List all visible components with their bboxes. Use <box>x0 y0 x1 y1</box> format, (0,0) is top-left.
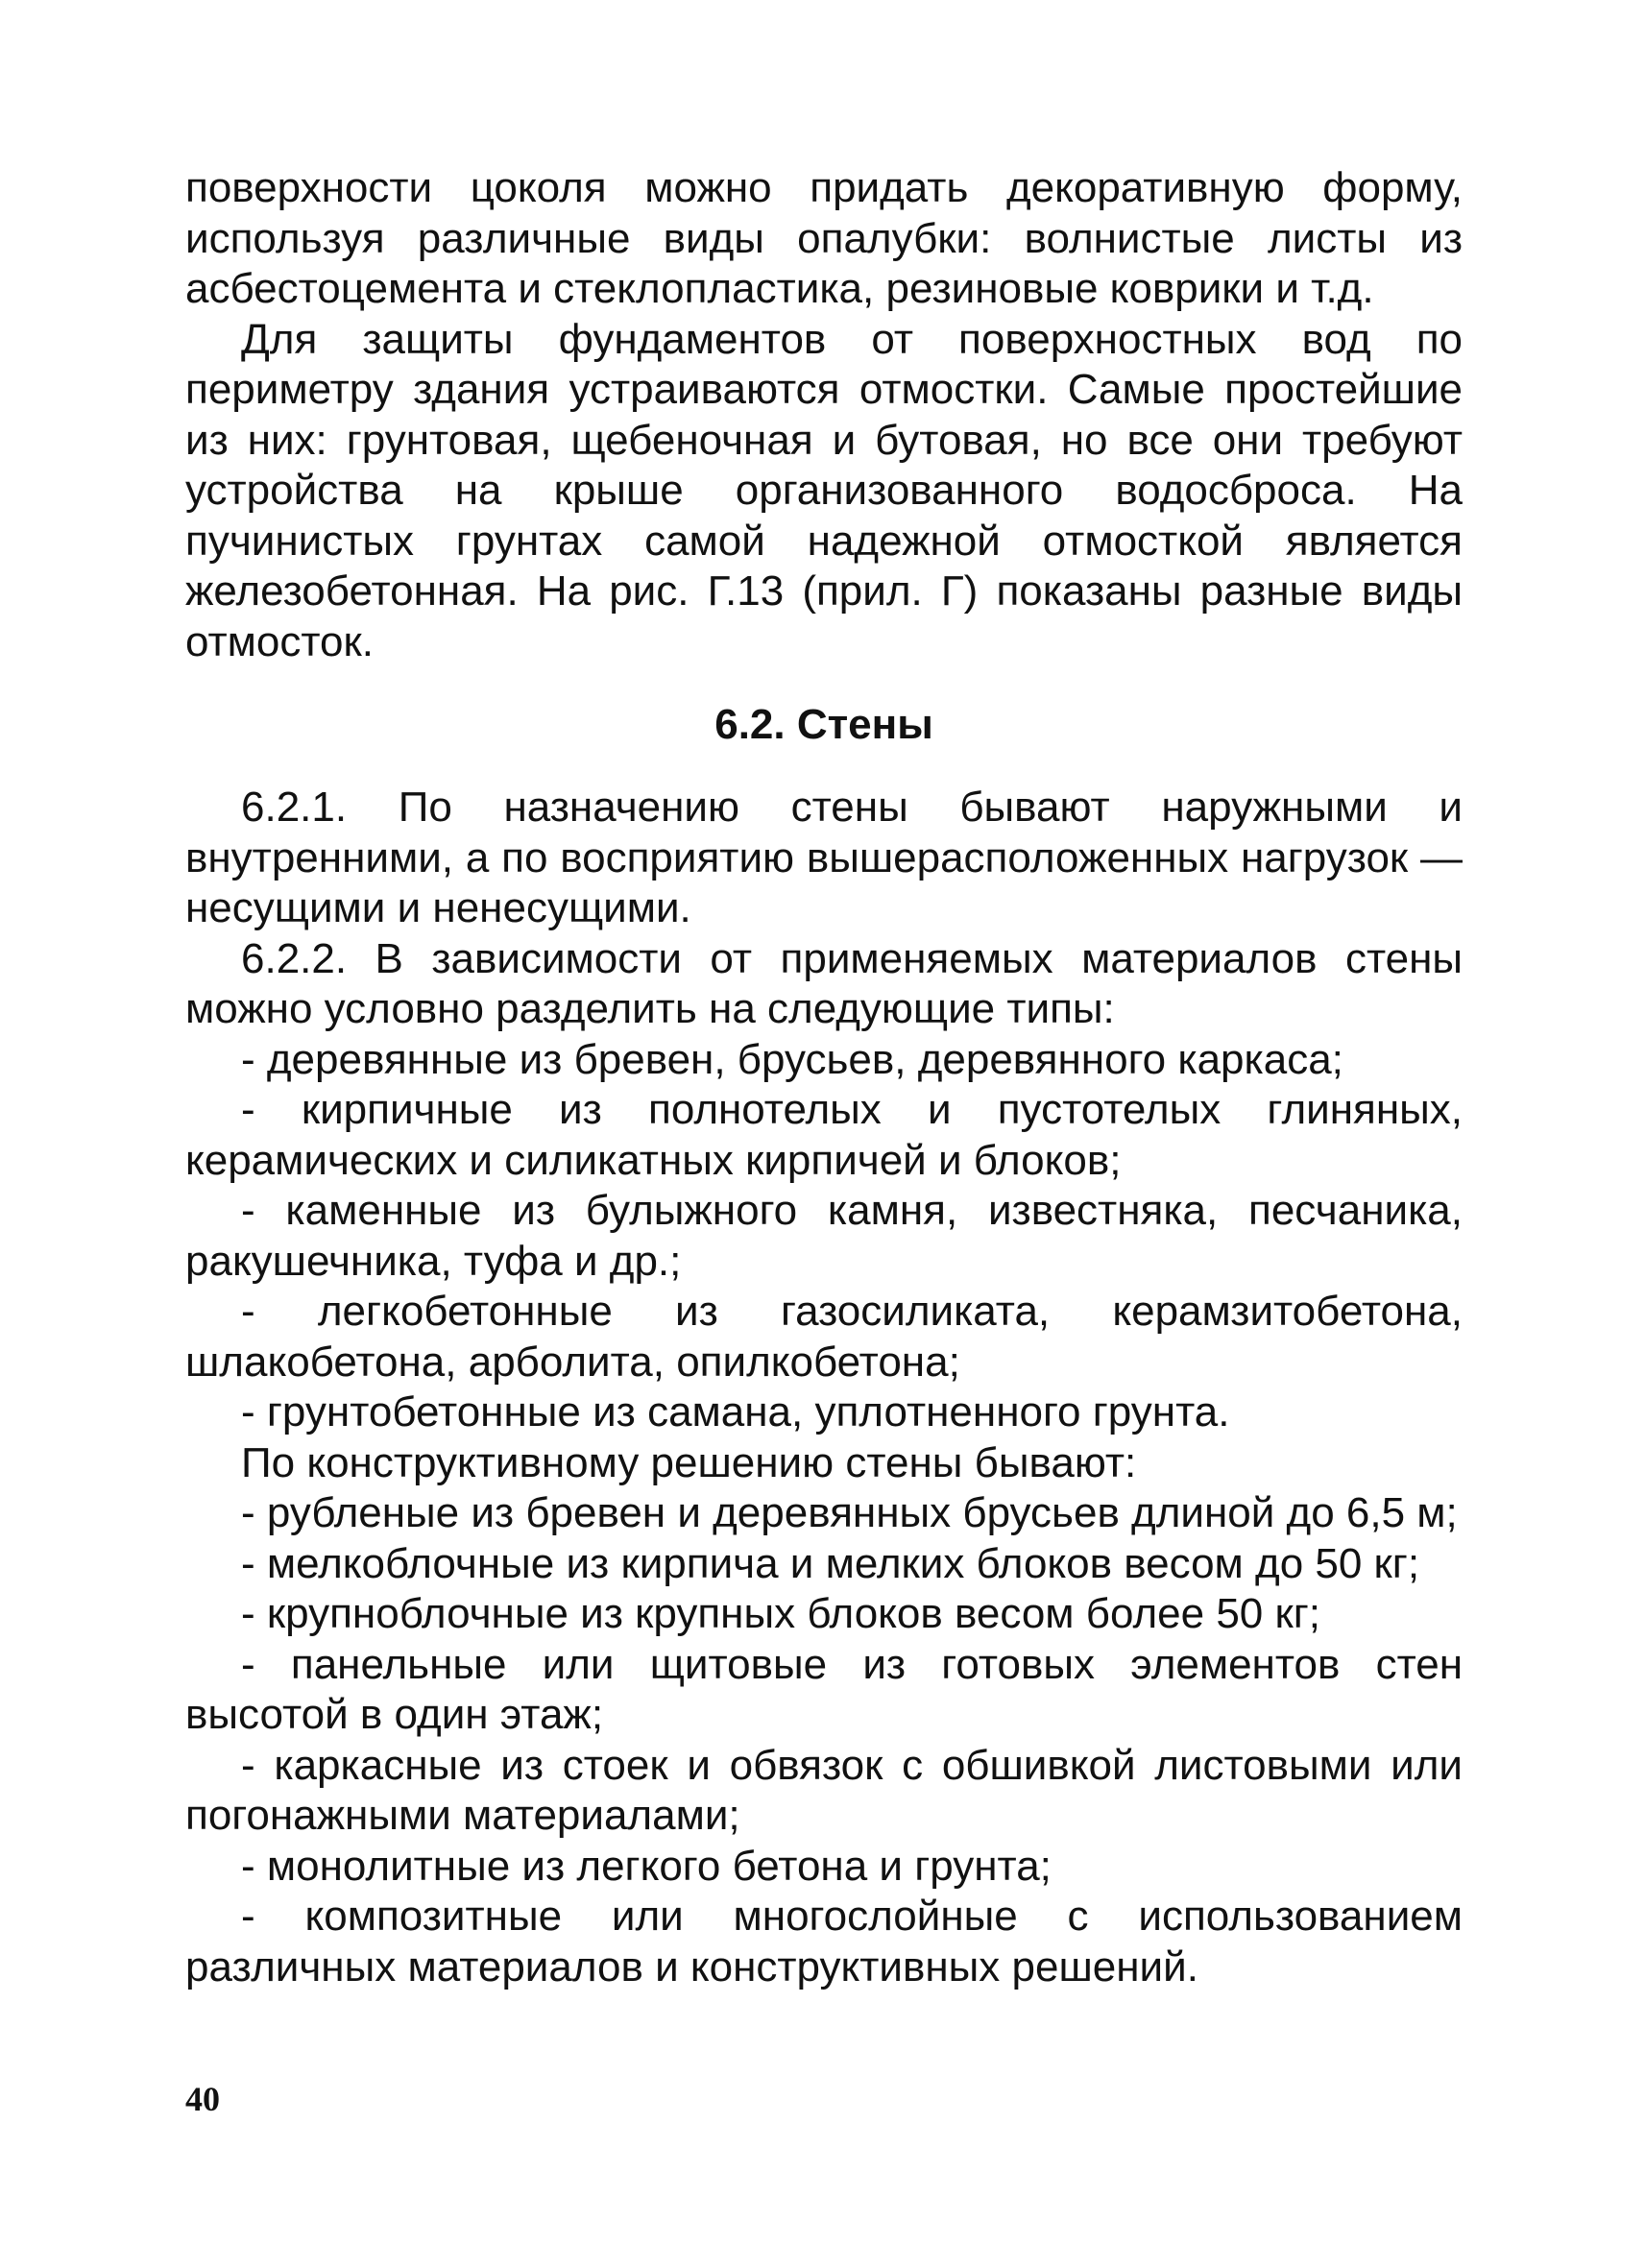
list-item-lightweight-concrete: - легкобетонные из газосиликата, керамзитобетона, шлакобетона, арболита, опилкобетона; <box>185 1288 1463 1386</box>
page-body <box>185 163 1463 1992</box>
paragraph-construction-types: По конструктивному решению стены бывают: <box>241 1438 1137 1486</box>
list-item-monolithic: - монолитные из легкого бетона и грунта; <box>241 1842 1052 1890</box>
page-number: 40 <box>185 2080 220 2118</box>
list-item-panel: - панельные или щитовые из готовых элементов стен высотой в один этаж; <box>185 1640 1463 1738</box>
list-item-frame: - каркасные из стоек и обвязок с обшивкой листовыми или погонажными материалами; <box>185 1741 1463 1839</box>
paragraph-6-2-2: 6.2.2. В зависимости от применяемых материалов стены можно условно разделить на следующие типы: <box>185 934 1463 1032</box>
paragraph-6-2-1: 6.2.1. По назначению стены бывают наружными и внутренними, а по восприятию вышерасположенных нагрузок — несущими и ненесущими. <box>185 784 1463 931</box>
list-item-composite: - композитные или многослойные с использованием различных материалов и конструктивных решений. <box>185 1893 1463 1991</box>
list-item-stone: - каменные из булыжного камня, известняка, песчаника, ракушечника, туфа и др.; <box>185 1187 1463 1285</box>
list-item-large-block: - крупноблочные из крупных блоков весом более 50 кг; <box>241 1590 1321 1637</box>
list-item-log: - рубленые из бревен и деревянных брусьев длиной до 6,5 м; <box>241 1489 1458 1536</box>
paragraph-continuation: поверхности цоколя можно придать декоративную форму, используя различные виды опалубки: волнистые листы из асбестоцемента и стеклопластика, резиновые коврики и т.д. <box>185 164 1463 312</box>
paragraph-blind-area: Для защиты фундаментов от поверхностных вод по периметру здания устраиваются отмостки. Самые простейшие из них: грунтовая, щебеночная и бутовая, но все они требуют устройства на крыше организованного водосброса. На пучинистых грунтах самой надежной отмосткой является железобетонная. На рис. Г.13 (прил. Г) показаны разные виды отмосток. <box>185 315 1463 665</box>
list-item-small-block: - мелкоблочные из кирпича и мелких блоков весом до 50 кг; <box>241 1539 1420 1587</box>
list-item-brick: - кирпичные из полнотелых и пустотелых глиняных, керамических и силикатных кирпичей и блоков; <box>185 1086 1463 1184</box>
list-item-soil-concrete: - грунтобетонные из самана, уплотненного грунта. <box>241 1388 1230 1436</box>
section-heading: 6.2. Стены <box>714 701 933 748</box>
list-item-wooden: - деревянные из бревен, брусьев, деревянного каркаса; <box>241 1035 1343 1083</box>
